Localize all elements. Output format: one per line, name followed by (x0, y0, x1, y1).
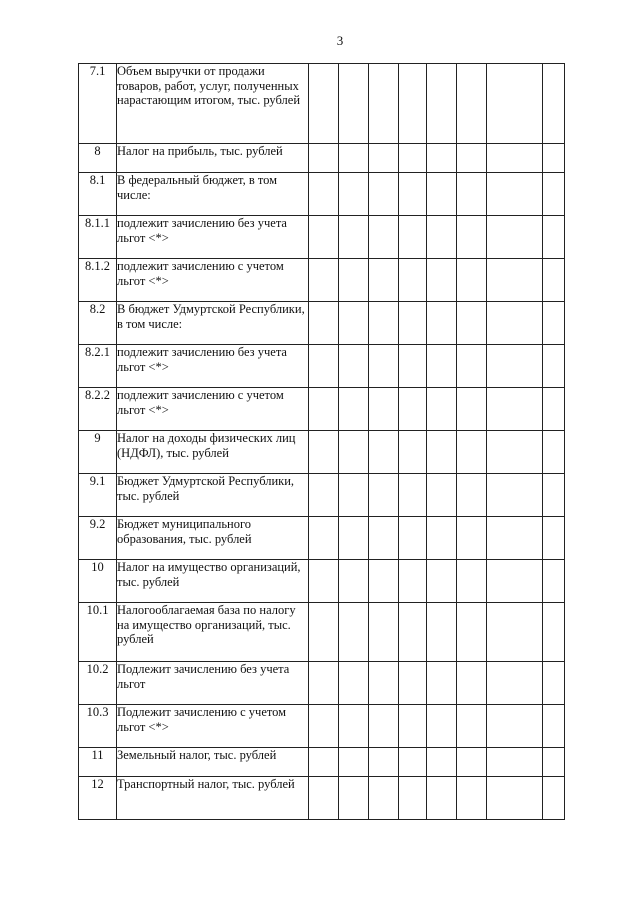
row-number: 10 (79, 560, 117, 603)
value-cell (457, 777, 487, 820)
value-cell (457, 560, 487, 603)
value-cell (399, 662, 427, 705)
value-cell (457, 388, 487, 431)
row-number: 10.1 (79, 603, 117, 662)
row-number: 7.1 (79, 64, 117, 144)
value-cell (487, 560, 543, 603)
value-cell (309, 517, 339, 560)
row-number: 9.1 (79, 474, 117, 517)
value-cell (309, 259, 339, 302)
value-cell (369, 259, 399, 302)
table-row (79, 474, 565, 517)
value-cell (457, 302, 487, 345)
value-cell (457, 603, 487, 662)
value-cell (487, 603, 543, 662)
value-cell (543, 474, 565, 517)
value-cell (399, 517, 427, 560)
value-cell (427, 474, 457, 517)
value-cell (487, 705, 543, 748)
value-cell (427, 388, 457, 431)
value-cell (399, 173, 427, 216)
value-cell (427, 173, 457, 216)
value-cell (309, 302, 339, 345)
value-cell (543, 216, 565, 259)
value-cell (543, 662, 565, 705)
row-label: Подлежит зачислению с учетом льгот <*> (117, 705, 309, 748)
value-cell (543, 259, 565, 302)
value-cell (369, 560, 399, 603)
value-cell (339, 474, 369, 517)
value-cell (543, 144, 565, 173)
value-cell (309, 777, 339, 820)
row-number: 8.1.2 (79, 259, 117, 302)
value-cell (339, 777, 369, 820)
table-row (79, 345, 565, 388)
value-cell (309, 173, 339, 216)
value-cell (427, 705, 457, 748)
table-row (79, 64, 565, 144)
value-cell (427, 662, 457, 705)
value-cell (309, 388, 339, 431)
value-cell (427, 748, 457, 777)
value-cell (369, 517, 399, 560)
value-cell (487, 302, 543, 345)
table-row (79, 560, 565, 603)
value-cell (399, 144, 427, 173)
value-cell (543, 777, 565, 820)
value-cell (339, 560, 369, 603)
value-cell (543, 560, 565, 603)
row-label: Подлежит зачислению без учета льгот (117, 662, 309, 705)
value-cell (369, 777, 399, 820)
row-number: 8.1 (79, 173, 117, 216)
value-cell (339, 517, 369, 560)
value-cell (487, 259, 543, 302)
page-number: 3 (336, 33, 344, 48)
row-label: Бюджет Удмуртской Республики, тыс. рублей (117, 474, 309, 517)
table-row (79, 603, 565, 662)
value-cell (487, 474, 543, 517)
value-cell (369, 474, 399, 517)
row-label: В бюджет Удмуртской Республики, в том числе: (117, 302, 309, 345)
table-row (79, 144, 565, 173)
value-cell (427, 777, 457, 820)
table-row (79, 748, 565, 777)
value-cell (309, 662, 339, 705)
value-cell (487, 388, 543, 431)
value-cell (457, 474, 487, 517)
value-cell (369, 431, 399, 474)
value-cell (457, 144, 487, 173)
value-cell (339, 705, 369, 748)
row-label: Земельный налог, тыс. рублей (117, 748, 309, 777)
value-cell (427, 302, 457, 345)
value-cell (543, 173, 565, 216)
value-cell (369, 64, 399, 144)
row-number: 8 (79, 144, 117, 173)
value-cell (339, 388, 369, 431)
value-cell (427, 144, 457, 173)
row-number: 11 (79, 748, 117, 777)
value-cell (309, 603, 339, 662)
value-cell (487, 64, 543, 144)
value-cell (457, 345, 487, 388)
table-row (79, 388, 565, 431)
row-number: 9.2 (79, 517, 117, 560)
row-label: Налог на прибыль, тыс. рублей (117, 144, 309, 173)
value-cell (487, 662, 543, 705)
row-number: 12 (79, 777, 117, 820)
table-row (79, 302, 565, 345)
value-cell (457, 517, 487, 560)
row-number: 8.1.1 (79, 216, 117, 259)
value-cell (369, 345, 399, 388)
row-number: 10.2 (79, 662, 117, 705)
value-cell (339, 603, 369, 662)
value-cell (457, 662, 487, 705)
value-cell (427, 517, 457, 560)
row-number: 8.2.1 (79, 345, 117, 388)
value-cell (457, 64, 487, 144)
value-cell (309, 748, 339, 777)
row-label: Бюджет муниципального образования, тыс. рублей (117, 517, 309, 560)
value-cell (399, 388, 427, 431)
value-cell (339, 345, 369, 388)
row-label: подлежит зачислению с учетом льгот <*> (117, 259, 309, 302)
value-cell (487, 431, 543, 474)
value-cell (399, 777, 427, 820)
value-cell (309, 144, 339, 173)
table-body (79, 64, 565, 820)
table-row (79, 431, 565, 474)
value-cell (487, 777, 543, 820)
value-cell (487, 173, 543, 216)
value-cell (369, 748, 399, 777)
value-cell (543, 64, 565, 144)
value-cell (369, 662, 399, 705)
value-cell (399, 64, 427, 144)
value-cell (427, 259, 457, 302)
value-cell (487, 144, 543, 173)
value-cell (339, 259, 369, 302)
value-cell (543, 431, 565, 474)
value-cell (543, 517, 565, 560)
value-cell (339, 748, 369, 777)
report-table (78, 63, 565, 820)
value-cell (457, 173, 487, 216)
value-cell (309, 474, 339, 517)
value-cell (487, 517, 543, 560)
value-cell (339, 144, 369, 173)
value-cell (543, 748, 565, 777)
value-cell (369, 302, 399, 345)
table-row (79, 173, 565, 216)
row-number: 8.2 (79, 302, 117, 345)
value-cell (399, 345, 427, 388)
value-cell (309, 560, 339, 603)
row-label: Объем выручки от продажи товаров, работ, услуг, полученных нарастающим итогом, тыс. рублей (117, 64, 309, 144)
value-cell (487, 345, 543, 388)
value-cell (399, 603, 427, 662)
value-cell (369, 388, 399, 431)
value-cell (369, 144, 399, 173)
value-cell (427, 603, 457, 662)
row-label: Налог на имущество организаций, тыс. рублей (117, 560, 309, 603)
value-cell (399, 705, 427, 748)
value-cell (543, 302, 565, 345)
value-cell (309, 431, 339, 474)
value-cell (309, 345, 339, 388)
value-cell (339, 431, 369, 474)
row-label: подлежит зачислению без учета льгот <*> (117, 345, 309, 388)
table-row (79, 777, 565, 820)
value-cell (457, 431, 487, 474)
row-label: В федеральный бюджет, в том числе: (117, 173, 309, 216)
table-row (79, 517, 565, 560)
value-cell (543, 388, 565, 431)
value-cell (457, 748, 487, 777)
row-label: подлежит зачислению с учетом льгот <*> (117, 388, 309, 431)
value-cell (399, 259, 427, 302)
value-cell (369, 173, 399, 216)
value-cell (339, 662, 369, 705)
row-label: подлежит зачислению без учета льгот <*> (117, 216, 309, 259)
value-cell (369, 216, 399, 259)
value-cell (427, 560, 457, 603)
value-cell (457, 705, 487, 748)
value-cell (427, 216, 457, 259)
row-label: Налог на доходы физических лиц (НДФЛ), тыс. рублей (117, 431, 309, 474)
table-row (79, 705, 565, 748)
value-cell (427, 345, 457, 388)
row-number: 9 (79, 431, 117, 474)
value-cell (543, 705, 565, 748)
value-cell (457, 259, 487, 302)
value-cell (487, 216, 543, 259)
value-cell (427, 431, 457, 474)
value-cell (309, 216, 339, 259)
value-cell (399, 216, 427, 259)
value-cell (339, 173, 369, 216)
value-cell (339, 302, 369, 345)
value-cell (339, 216, 369, 259)
value-cell (369, 603, 399, 662)
value-cell (399, 748, 427, 777)
value-cell (427, 64, 457, 144)
value-cell (399, 302, 427, 345)
value-cell (309, 64, 339, 144)
value-cell (457, 216, 487, 259)
value-cell (399, 560, 427, 603)
table-row (79, 662, 565, 705)
table-row (79, 216, 565, 259)
row-label: Налогооблагаемая база по налогу на имущество организаций, тыс. рублей (117, 603, 309, 662)
value-cell (339, 64, 369, 144)
row-label: Транспортный налог, тыс. рублей (117, 777, 309, 820)
value-cell (543, 345, 565, 388)
row-number: 8.2.2 (79, 388, 117, 431)
value-cell (399, 474, 427, 517)
value-cell (487, 748, 543, 777)
table-row (79, 259, 565, 302)
value-cell (543, 603, 565, 662)
row-number: 10.3 (79, 705, 117, 748)
value-cell (309, 705, 339, 748)
value-cell (369, 705, 399, 748)
value-cell (399, 431, 427, 474)
